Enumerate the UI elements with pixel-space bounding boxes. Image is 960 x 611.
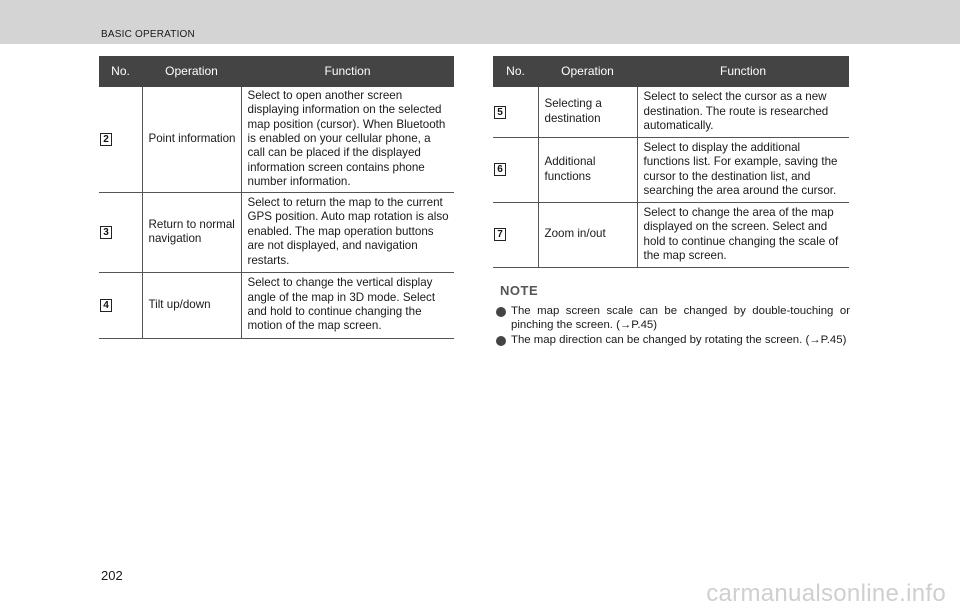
table-header-row: [493, 56, 849, 87]
table-row: [493, 137, 849, 202]
note-text: The map screen scale can be changed by double-touching or pinching the screen. (→P.45): [511, 305, 850, 332]
number-badge: 7: [494, 228, 506, 241]
function-cell: Select to change the vertical display angle of the map in 3D mode. Select and hold to continue changing the motion of the map screen.: [241, 272, 454, 338]
note-section: [496, 283, 850, 347]
operation-cell: Selecting a destination: [538, 87, 637, 137]
function-cell: Select to open another screen displaying information on the selected map position (cursor). When Bluetooth is enabled on your cellular phone, a call can be placed if the displayed information screen contains phone number information.: [241, 87, 454, 192]
operation-cell: Return to normal navigation: [142, 192, 241, 272]
row-number-cell: [99, 192, 142, 272]
row-number-cell: [493, 202, 538, 267]
function-cell: Select to select the cursor as a new destination. The route is researched automatically.: [637, 87, 849, 137]
row-number-cell: [99, 87, 142, 192]
column-header-no: No.: [99, 56, 142, 87]
table-row: [493, 202, 849, 267]
number-badge: 4: [100, 299, 112, 312]
function-cell: Select to return the map to the current GPS position. Auto map rotation is also enabled. The map operation buttons are not displayed, and navigation restarts.: [241, 192, 454, 272]
table-row: [99, 192, 454, 272]
operation-cell: Point information: [142, 87, 241, 192]
operation-cell: Additional functions: [538, 137, 637, 202]
number-badge: 2: [100, 133, 112, 146]
column-header-function: Function: [637, 56, 849, 87]
column-header-operation: Operation: [142, 56, 241, 87]
operations-table-right: [493, 56, 849, 268]
bullet-icon: [496, 336, 506, 346]
row-number-cell: [493, 87, 538, 137]
function-cell: Select to display the additional functions list. For example, saving the cursor to the destination list, and searching the area around the cursor.: [637, 137, 849, 202]
number-badge: 6: [494, 163, 506, 176]
section-title: BASIC OPERATION: [101, 29, 195, 40]
note-item: [496, 333, 850, 347]
table-row: [493, 87, 849, 137]
watermark: carmanualsonline.info: [706, 580, 946, 607]
row-number-cell: [99, 272, 142, 338]
note-text: The map direction can be changed by rotating the screen. (→P.45): [511, 333, 847, 346]
operation-cell: Zoom in/out: [538, 202, 637, 267]
column-header-operation: Operation: [538, 56, 637, 87]
column-header-no: No.: [493, 56, 538, 87]
note-item: [496, 304, 850, 333]
number-badge: 5: [494, 106, 506, 119]
table-row: [99, 272, 454, 338]
operation-cell: Tilt up/down: [142, 272, 241, 338]
page-number: 202: [101, 568, 123, 583]
row-number-cell: [493, 137, 538, 202]
bullet-icon: [496, 307, 506, 317]
note-heading: NOTE: [500, 283, 539, 298]
table-header-row: [99, 56, 454, 87]
function-cell: Select to change the area of the map displayed on the screen. Select and hold to continue changing the scale of the map screen.: [637, 202, 849, 267]
number-badge: 3: [100, 226, 112, 239]
column-header-function: Function: [241, 56, 454, 87]
operations-table-left: [99, 56, 454, 339]
table-row: [99, 87, 454, 192]
